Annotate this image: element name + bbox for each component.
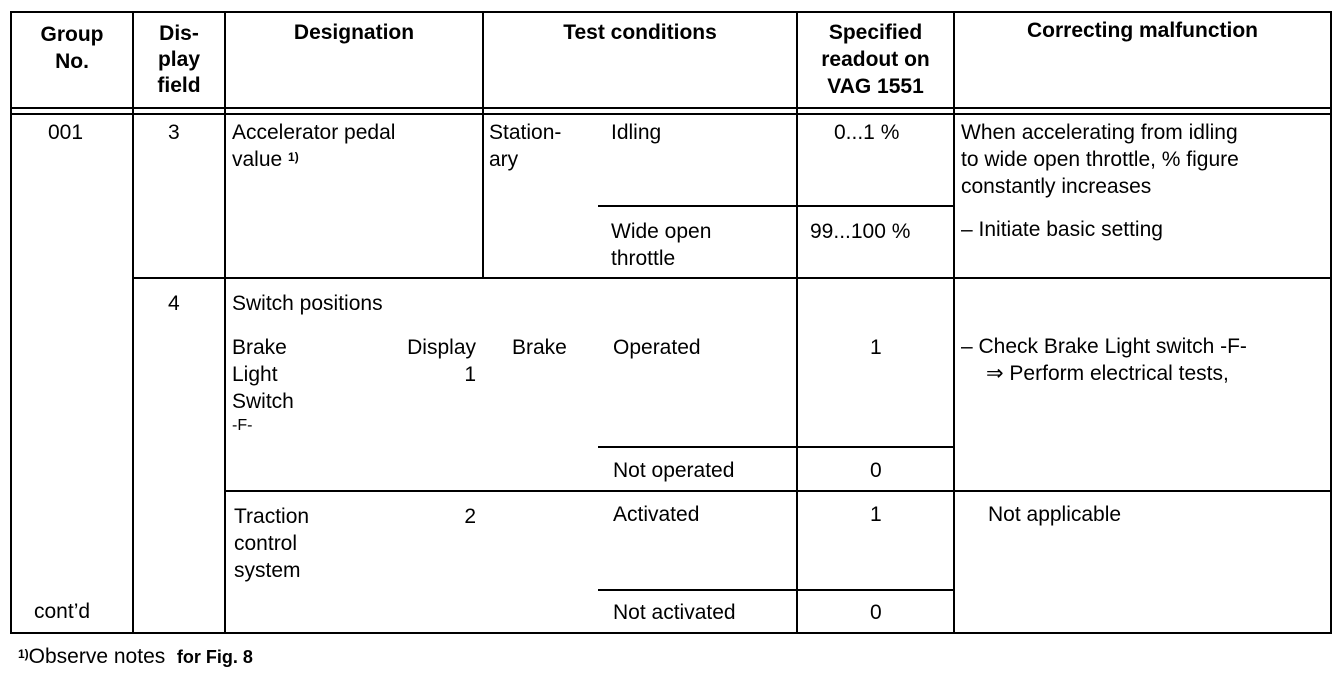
display-field-3: 3 xyxy=(168,121,180,144)
readout-activated: 1 xyxy=(870,503,882,526)
condition-activated: Activated xyxy=(613,503,700,526)
readout-not-operated: 0 xyxy=(870,459,882,482)
brake-display-label: Display 1 xyxy=(407,336,476,386)
correction-accelerating: When accelerating from idling to wide open throttle, % figure constantly increases xyxy=(961,121,1239,198)
readout-wide-open-throttle: 99...100 % xyxy=(810,220,911,243)
header-group-no: Group No. xyxy=(40,23,104,73)
condition-not-operated: Not operated xyxy=(613,459,735,482)
correction-basic-setting: – Initiate basic setting xyxy=(961,218,1163,241)
designation-traction-control: Traction control system xyxy=(234,505,310,582)
header-display-field: Dis- play field xyxy=(157,22,201,97)
condition-brake: Brake xyxy=(512,336,567,359)
footnote: $^{1)}$Observe notes for Fig. 8 xyxy=(18,645,253,668)
display-field-4: 4 xyxy=(168,292,180,315)
condition-operated: Operated xyxy=(613,336,701,359)
group-number: 001 xyxy=(48,121,84,144)
header-specified-readout: Specified readout on VAG 1551 xyxy=(821,21,930,98)
header-designation: Designation xyxy=(293,21,415,44)
condition-stationary: Station- ary xyxy=(489,121,562,171)
designation-brake-light-switch: Brake Light Switch -F- xyxy=(232,336,294,434)
condition-idling: Idling xyxy=(611,121,662,144)
footnote-marker: 1) xyxy=(18,647,29,661)
designation-accelerator-pedal: Accelerator pedal value $^{1)}$ xyxy=(232,121,396,171)
correction-not-applicable: Not applicable xyxy=(988,503,1122,526)
condition-not-activated: Not activated xyxy=(613,601,736,624)
tcs-display-value: 2 xyxy=(464,505,476,528)
condition-wide-open-throttle: Wide open throttle xyxy=(611,220,712,270)
correction-check-brake-light: – Check Brake Light switch -F- ⇒ Perform electrical tests, xyxy=(961,335,1247,385)
header-test-conditions: Test conditions xyxy=(563,21,717,44)
designation-switch-positions: Switch positions xyxy=(232,292,383,315)
footnote-ref: 1) xyxy=(288,150,299,164)
readout-operated: 1 xyxy=(870,336,882,359)
readout-not-activated: 0 xyxy=(870,601,882,624)
group-continued: cont’d xyxy=(34,600,91,623)
readout-idling: 0...1 % xyxy=(834,121,900,144)
header-correcting-malfunction: Correcting malfunction xyxy=(1026,19,1258,42)
